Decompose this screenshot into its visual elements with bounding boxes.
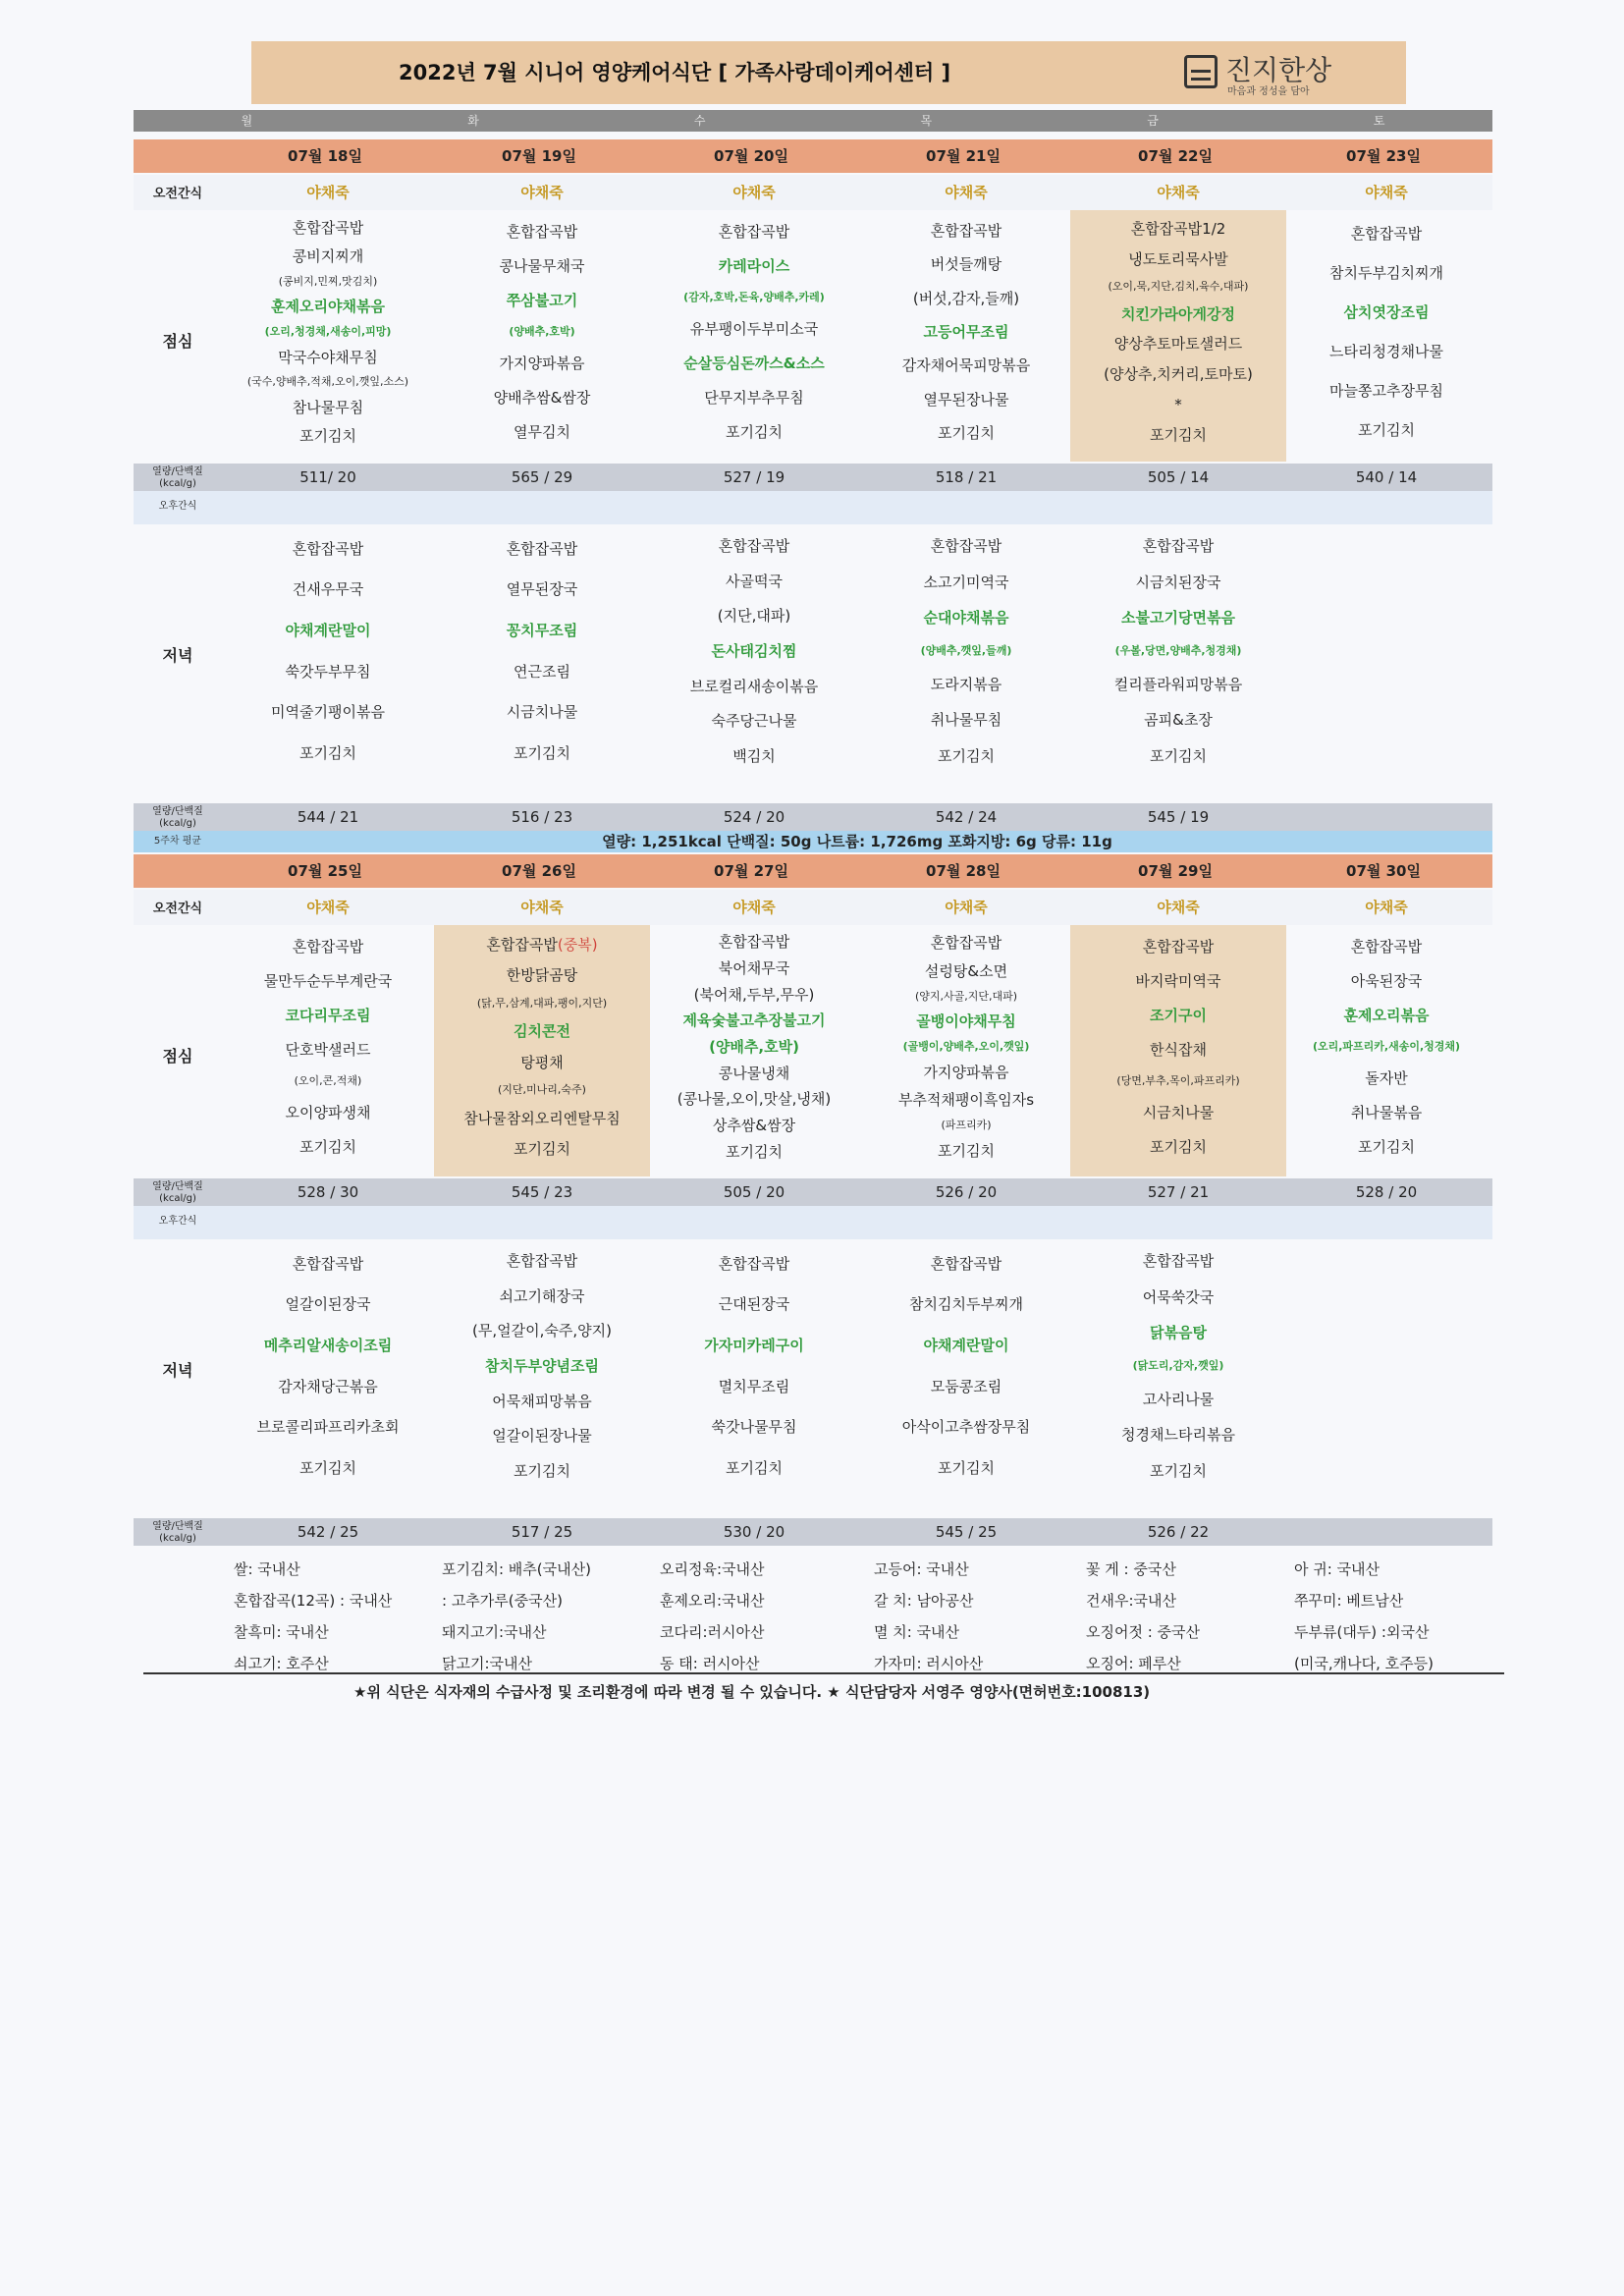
menu-item: (버섯,감자,들깨) (912, 289, 1020, 307)
duplicate-marker: (중복) (557, 935, 598, 954)
menu-item: 혼합잡곡밥 (930, 1254, 1002, 1273)
nutrition-value: 527 / 19 (723, 468, 785, 486)
snack-am-item: 야채죽 (945, 899, 988, 916)
page-title: 2022년 7월 시니어 영양케어식단 [ 가족사랑데이케어센터 ] (399, 61, 951, 84)
nutrition-value: 517 / 25 (511, 1523, 573, 1541)
menu-item: 바지락미역국 (1135, 971, 1221, 990)
menu-item: 혼합잡곡밥 (718, 933, 790, 952)
menu-item: 소고기미역국 (923, 573, 1009, 591)
menu-item: 단호박샐러드 (285, 1040, 371, 1059)
origin-entry: 쇠고기: 호주산 (234, 1655, 329, 1672)
menu-item: 혼합잡곡밥 (506, 539, 578, 558)
origin-entry: 꽃 게 : 중국산 (1086, 1560, 1176, 1578)
origin-entry: 돼지고기:국내산 (442, 1623, 547, 1641)
menu-item: 아욱된장국 (1350, 971, 1423, 990)
origin-entry: 고등어: 국내산 (874, 1560, 969, 1578)
menu-item: 참치김치두부찌개 (909, 1295, 1023, 1314)
menu-item: 탕평채 (520, 1053, 564, 1071)
nutrition-value: 516 / 23 (511, 808, 573, 826)
date-label: 07월 19일 (502, 147, 576, 165)
menu-item: 포기김치 (726, 1142, 783, 1161)
menu-item: 백김치 (732, 747, 776, 766)
menu-item: 조기구이 (1150, 1006, 1207, 1024)
menu-item: 얼갈이된장국 (285, 1295, 371, 1314)
logo-slogan: 마음과 정성을 담아 (1227, 86, 1310, 97)
menu-item: 포기김치 (1358, 1138, 1415, 1157)
menu-item: 포기김치 (299, 1138, 356, 1157)
origin-entry: 가자미: 러시아산 (874, 1655, 984, 1672)
menu-item: 가자미카레구이 (704, 1337, 804, 1355)
snack-pm-label: 오후간식 (158, 1216, 197, 1227)
lunch-cell (1072, 929, 1284, 1165)
menu-item: 상추쌈&쌈장 (712, 1116, 796, 1134)
menu-item: 단무지부추무침 (704, 389, 804, 408)
menu-item: 돌자반 (1365, 1069, 1408, 1088)
weekday: 화 (467, 114, 479, 128)
menu-item: 포기김치 (514, 1140, 570, 1159)
menu-item: (오이,묵,지단,김치,육수,대파) (1108, 279, 1249, 293)
nutrition-label: 열량/단백질 (kcal/g) (152, 1521, 203, 1544)
dinner-cell (860, 1243, 1072, 1489)
snack-pm-bg (134, 491, 1492, 524)
weekday-header (134, 110, 1492, 132)
menu-item: 포기김치 (1150, 746, 1207, 765)
menu-item: 버섯들깨탕 (930, 255, 1002, 274)
menu-item: 도라지볶음 (930, 675, 1002, 693)
menu-item: (닭도리,감자,깻잎) (1132, 1358, 1224, 1372)
menu-item: 콩비지찌개 (292, 246, 364, 265)
snack-pm-bg (134, 1206, 1492, 1239)
menu-item: (양배추,깻잎,들깨) (920, 643, 1012, 657)
lunch-cell (1280, 929, 1492, 1165)
menu-item: 훈제오리볶음 (1343, 1006, 1430, 1024)
footer-note: ★위 식단은 식자재의 수급사정 및 조리환경에 따라 변경 될 수 있습니다. ★ 식단담당자 서영주 영양사(면허번호:100813) (353, 1683, 1151, 1701)
menu-item: 코다리무조림 (285, 1006, 371, 1024)
origin-entry: 쭈꾸미: 베트남산 (1294, 1592, 1404, 1610)
lunch-cell (222, 214, 434, 450)
menu-item: (파프리카) (941, 1118, 992, 1131)
dinner-label: 저녁 (162, 1361, 193, 1380)
menu-item: 훈제오리야채볶음 (271, 298, 385, 316)
menu-item: 삼치엿장조림 (1343, 303, 1430, 321)
menu-item: 소불고기당면볶음 (1121, 609, 1235, 628)
menu-item: 혼합잡곡밥 (718, 1254, 790, 1273)
menu-item: 시금치나물 (1142, 1104, 1215, 1122)
menu-item: (콩나물,오이,맛살,냉채) (677, 1090, 832, 1109)
origin-entry: 닭고기:국내산 (442, 1655, 532, 1672)
nutrition-value: 518 / 21 (935, 468, 998, 486)
dinner-cell (1072, 528, 1284, 774)
menu-item: 포기김치 (299, 426, 356, 445)
menu-item: 메추리알새송이조림 (263, 1337, 393, 1355)
menu-item: 청경채느타리볶음 (1121, 1426, 1235, 1445)
lunch-cell (860, 929, 1072, 1165)
menu-item: 혼합잡곡밥 (1350, 937, 1423, 956)
menu-item: (양배추,호박) (709, 1037, 799, 1056)
menu-item: (콩비지,민찌,맛김치) (278, 274, 378, 288)
menu-item: 혼합잡곡밥 (292, 937, 364, 956)
menu-item: 냉도토리묵사발 (1128, 250, 1228, 269)
menu-item: 포기김치 (514, 1462, 570, 1481)
origin-entry: 포기김치: 배추(국내산) (442, 1560, 591, 1578)
title-banner (251, 41, 1406, 104)
dinner-cell (436, 1243, 648, 1489)
menu-item: 한방닭곰탕 (506, 966, 578, 985)
basket-icon (1184, 55, 1218, 88)
menu-item: 사골떡국 (726, 572, 783, 590)
menu-item: (골뱅이,양배추,오이,깻잎) (902, 1039, 1030, 1053)
menu-item: 시금치된장국 (1135, 573, 1221, 591)
snack-am-label: 오전간식 (152, 902, 203, 916)
menu-item: 꽁치무조림 (506, 622, 578, 640)
dinner-cell (860, 528, 1072, 774)
menu-item: 순대야채볶음 (923, 609, 1009, 628)
menu-item: 모둠콩조림 (930, 1377, 1002, 1395)
menu-item: 쑥갓두부무침 (285, 662, 371, 681)
lunch-cell (222, 929, 434, 1165)
nutrition-value: 530 / 20 (723, 1523, 785, 1541)
menu-item: (당면,부추,목이,파프리카) (1116, 1074, 1240, 1088)
origin-entry: 오징어젓 : 중국산 (1086, 1623, 1201, 1641)
menu-item: (무,얼갈이,숙주,양지) (472, 1322, 612, 1340)
nutrition-value: 545 / 19 (1147, 808, 1210, 826)
date-label: 07월 27일 (714, 862, 788, 880)
nutrition-value: 528 / 20 (1355, 1183, 1418, 1201)
menu-item: 포기김치 (514, 744, 570, 763)
dinner-cell (436, 528, 648, 774)
date-label: 07월 30일 (1346, 862, 1421, 880)
nutrition-value: 565 / 29 (511, 468, 573, 486)
lunch-label: 점심 (162, 332, 193, 351)
menu-item: 어묵채피망볶음 (492, 1392, 592, 1410)
menu-item: 미역줄기팽이볶음 (271, 703, 385, 722)
menu-item: 고사리나물 (1142, 1390, 1215, 1408)
origin-entry: 쌀: 국내산 (234, 1560, 300, 1578)
lunch-cell (1280, 214, 1492, 450)
menu-item: 쇠고기해장국 (499, 1286, 585, 1305)
snack-am-item: 야채죽 (520, 184, 564, 201)
menu-item: 김치콘전 (514, 1022, 570, 1041)
menu-item: 취나물볶음 (1350, 1104, 1423, 1122)
dinner-cell (1072, 1243, 1284, 1489)
menu-item: 포기김치 (299, 1459, 356, 1478)
menu-item: 야채계란말이 (285, 622, 371, 640)
menu-item: 혼합잡곡밥 (1350, 225, 1423, 243)
logo-name: 진지한상 (1225, 54, 1332, 86)
menu-item: 포기김치 (1358, 421, 1415, 439)
menu-item: (오이,콘,적채) (294, 1074, 362, 1088)
menu-item: 포기김치 (726, 1459, 783, 1478)
nutrition-value: 545 / 25 (935, 1523, 998, 1541)
menu-item: 치킨가라아게강정 (1121, 304, 1235, 323)
menu-item: 콩나물무채국 (499, 256, 585, 275)
menu-item: 느타리청경채나물 (1329, 343, 1443, 360)
menu-item: 돈사태김치찜 (711, 641, 797, 660)
menu-item: 오이양파생채 (285, 1104, 371, 1122)
origin-entry: 건새우:국내산 (1086, 1592, 1176, 1610)
weekday: 수 (693, 114, 706, 128)
menu-item: 브로콜리파프리카초회 (256, 1418, 400, 1437)
menu-item: (지단,미나리,숙주) (498, 1083, 586, 1097)
nutrition-value: 524 / 20 (723, 808, 785, 826)
menu-item: 곰피&초장 (1144, 711, 1213, 730)
menu-item: 포기김치 (938, 746, 995, 765)
menu-item: 쭈삼불고기 (506, 291, 578, 309)
menu-item: (닭,무,삼계,대파,팽이,지단) (476, 996, 608, 1010)
menu-item: 포기김치 (938, 1141, 995, 1160)
date-label: 07월 23일 (1346, 147, 1421, 165)
dinner-cell (648, 1243, 860, 1489)
origin-entry: 혼합잡곡(12곡) : 국내산 (234, 1592, 393, 1610)
menu-item: 혼합잡곡밥 (1142, 537, 1215, 556)
menu-item: 참치두부김치찌개 (1329, 264, 1443, 282)
menu-item: 카레라이스 (718, 256, 790, 275)
menu-item: 열무된장국 (506, 580, 578, 599)
snack-am-label: 오전간식 (152, 187, 203, 201)
date-label: 07월 18일 (288, 147, 362, 165)
menu-item: (양상추,치커리,토마토) (1104, 365, 1253, 384)
nutrition-value: 540 / 14 (1355, 468, 1418, 486)
menu-item: 야채계란말이 (923, 1337, 1009, 1355)
menu-item: 포기김치 (1150, 1138, 1207, 1157)
origin-entry: 코다리:러시아산 (660, 1623, 765, 1641)
date-row (134, 139, 1492, 173)
nutrition-value: 542 / 25 (297, 1523, 359, 1541)
menu-item: 감자채어묵피망볶음 (901, 356, 1031, 375)
snack-am-item: 야채죽 (732, 899, 776, 916)
menu-item: 닭볶음탕 (1150, 1324, 1207, 1342)
menu-item: 혼합잡곡밥 (1142, 1252, 1215, 1271)
origin-entry: 훈제오리:국내산 (660, 1592, 765, 1610)
dinner-cell (648, 528, 860, 774)
menu-item: 고등어무조림 (923, 322, 1009, 341)
menu-item: 멸치무조림 (718, 1377, 790, 1395)
date-label: 07월 22일 (1138, 147, 1213, 165)
origin-entry: 아 귀: 국내산 (1294, 1560, 1380, 1578)
weekday: 금 (1147, 114, 1159, 128)
nutrition-value: 511/ 20 (299, 468, 356, 486)
menu-item: 건새우무국 (292, 580, 364, 599)
nutrition-value: 526 / 20 (935, 1183, 998, 1201)
menu-item: (지단,대파) (717, 607, 791, 626)
snack-am-item: 야채죽 (945, 184, 988, 201)
menu-item: (양지,사골,지단,대파) (914, 989, 1018, 1003)
origin-entry: 동 태: 러시아산 (660, 1655, 760, 1672)
snack-am-item: 야채죽 (1157, 184, 1200, 201)
brand-logo (1184, 47, 1400, 98)
menu-item: 혼합잡곡밥 (1142, 937, 1215, 956)
nutrition-label: 열량/단백질 (kcal/g) (152, 806, 203, 829)
lunch-label: 점심 (162, 1047, 193, 1066)
menu-item: 마늘쫑고추장무침 (1329, 382, 1443, 400)
snack-am-item: 야채죽 (1365, 184, 1408, 201)
menu-item: 혼합잡곡밥 (292, 219, 364, 238)
menu-item: 숙주당근나물 (711, 712, 797, 731)
divider (143, 1672, 1504, 1674)
date-row (134, 854, 1492, 888)
snack-am-item: 야채죽 (306, 899, 350, 916)
date-label: 07월 26일 (502, 862, 576, 880)
menu-item: 유부팽이두부미소국 (689, 319, 819, 338)
menu-item: (우볼,당면,양배추,청경채) (1114, 643, 1242, 657)
menu-item: * (1174, 395, 1182, 413)
menu-item: 혼합잡곡밥1/2 (1130, 220, 1226, 239)
menu-item: 가지양파볶음 (499, 355, 585, 373)
menu-item: 근대된장국 (718, 1295, 790, 1314)
average-values: 열량: 1,251kcal 단백질: 50g 나트륨: 1,726mg 포화지방: 6g 당류: 11g (602, 833, 1112, 850)
origin-entry: : 고추가루(중국산) (442, 1592, 563, 1610)
nutrition-value: 505 / 20 (723, 1183, 785, 1201)
menu-item: 순살등심돈까스&소스 (683, 355, 825, 373)
menu-item: 포기김치 (1150, 1461, 1207, 1480)
weekday: 목 (920, 114, 933, 128)
origin-entry: (미국,캐나다, 호주등) (1294, 1655, 1434, 1672)
menu-item: 포기김치 (938, 1459, 995, 1478)
lunch-cell (436, 214, 648, 450)
nutrition-value: 545 / 23 (511, 1183, 573, 1201)
menu-item: 골뱅이야채무침 (916, 1012, 1016, 1031)
menu-item: (오리,파프리카,새송이,청경채) (1312, 1039, 1461, 1053)
menu-item: 참나물무침 (292, 398, 364, 416)
snack-am-item: 야채죽 (732, 184, 776, 201)
dinner-cell (222, 528, 434, 774)
nutrition-value: 528 / 30 (297, 1183, 359, 1201)
menu-item: 참나물참외오리엔탈무침 (463, 1109, 621, 1127)
menu-item: 제육숯불고추장불고기 (682, 1011, 826, 1030)
origin-entry: 찰흑미: 국내산 (234, 1623, 329, 1641)
menu-item: 혼합잡곡밥 (930, 222, 1002, 241)
menu-item: 혼합잡곡밥 (718, 536, 790, 555)
lunch-cell (648, 929, 860, 1165)
origin-entry: 갈 치: 남아공산 (874, 1592, 974, 1610)
lunch-cell (1072, 214, 1284, 450)
menu-item: (국수,양배추,적채,오이,깻잎,소스) (246, 375, 409, 389)
date-label: 07월 20일 (714, 147, 788, 165)
lunch-cell (436, 929, 648, 1165)
snack-am-item: 야채죽 (306, 184, 350, 201)
snack-am-item: 야채죽 (1157, 899, 1200, 916)
origin-entry: 오징어: 페루산 (1086, 1655, 1181, 1672)
date-label: 07월 21일 (926, 147, 1001, 165)
menu-item: 물만두순두부계란국 (263, 971, 393, 990)
nutrition-label: 열량/단백질 (kcal/g) (152, 466, 203, 489)
menu-item: 연근조림 (514, 662, 570, 681)
menu-item: 감자채당근볶음 (278, 1377, 378, 1395)
menu-item: 양상추토마토샐러드 (1113, 335, 1243, 354)
menu-item: 열무김치 (514, 423, 570, 442)
menu-item: 혼합잡곡밥 (930, 537, 1002, 556)
menu-item: 참치두부양념조림 (485, 1356, 599, 1375)
menu-item: 혼합잡곡밥(중복) (486, 935, 598, 954)
menu-item: 취나물무침 (930, 711, 1002, 730)
nutrition-value: 527 / 21 (1147, 1183, 1210, 1201)
lunch-cell (648, 214, 860, 450)
date-label: 07월 28일 (926, 862, 1001, 880)
menu-item: 혼합잡곡밥 (506, 1251, 578, 1270)
snack-am-item: 야채죽 (1365, 899, 1408, 916)
menu-item: (오리,청경채,새송이,피망) (264, 324, 392, 338)
average-label: 5주차 평균 (153, 836, 202, 847)
menu-item: 부추적채팽이흑임자s (897, 1091, 1035, 1110)
menu-item: 북어채무국 (718, 958, 790, 977)
menu-item: 혼합잡곡밥 (930, 934, 1002, 953)
menu-item: 혼합잡곡밥 (292, 539, 364, 558)
menu-item: 포기김치 (726, 423, 783, 442)
menu-item: 아삭이고추쌈장무침 (901, 1418, 1031, 1437)
menu-item: 어묵쑥갓국 (1142, 1287, 1215, 1306)
origin-entry: 오리정육:국내산 (660, 1560, 765, 1578)
menu-item: 혼합잡곡밥 (718, 222, 790, 241)
menu-item: 포기김치 (938, 423, 995, 442)
origin-entry: 멸 치: 국내산 (874, 1623, 960, 1641)
date-label: 07월 29일 (1138, 862, 1213, 880)
menu-item: 가지양파볶음 (923, 1063, 1009, 1081)
menu-item: 혼합잡곡밥 (506, 222, 578, 241)
snack-am-item: 야채죽 (520, 899, 564, 916)
menu-item: 시금치나물 (506, 703, 578, 722)
weekday: 월 (241, 114, 253, 128)
origin-entry: 두부류(대두) :외국산 (1294, 1623, 1430, 1641)
menu-item: (북어채,두부,무우) (693, 985, 815, 1004)
nutrition-value: 526 / 22 (1147, 1523, 1210, 1541)
dinner-label: 저녁 (162, 646, 193, 665)
nutrition-label: 열량/단백질 (kcal/g) (152, 1181, 203, 1204)
nutrition-value: 542 / 24 (935, 808, 998, 826)
menu-item: (감자,호박,돈육,양배추,카레) (683, 290, 825, 303)
dinner-cell (222, 1243, 434, 1489)
menu-item: 포기김치 (299, 744, 356, 763)
menu-item: 막국수야채무침 (278, 348, 378, 366)
menu-item: 혼합잡곡밥 (292, 1254, 364, 1273)
menu-item: 양배추쌈&쌈장 (493, 389, 591, 408)
menu-item: 컬리플라워피망볶음 (1113, 675, 1243, 693)
lunch-cell (860, 214, 1072, 450)
menu-item: 한식잡채 (1150, 1040, 1207, 1059)
menu-item: 쑥갓나물무침 (711, 1418, 797, 1437)
date-label: 07월 25일 (288, 862, 362, 880)
snack-pm-label: 오후간식 (158, 501, 197, 512)
menu-item: 포기김치 (1150, 425, 1207, 444)
nutrition-value: 544 / 21 (297, 808, 359, 826)
menu-item: 설렁탕&소면 (924, 961, 1008, 980)
menu-item: 열무된장나물 (923, 390, 1009, 409)
menu-item: (양배추,호박) (509, 324, 575, 338)
menu-item: 얼갈이된장나물 (492, 1427, 592, 1446)
weekday: 토 (1373, 114, 1385, 128)
menu-item: 콩나물냉채 (718, 1064, 790, 1082)
menu-item: 브로컬리새송이볶음 (689, 677, 819, 695)
nutrition-value: 505 / 14 (1147, 468, 1210, 486)
